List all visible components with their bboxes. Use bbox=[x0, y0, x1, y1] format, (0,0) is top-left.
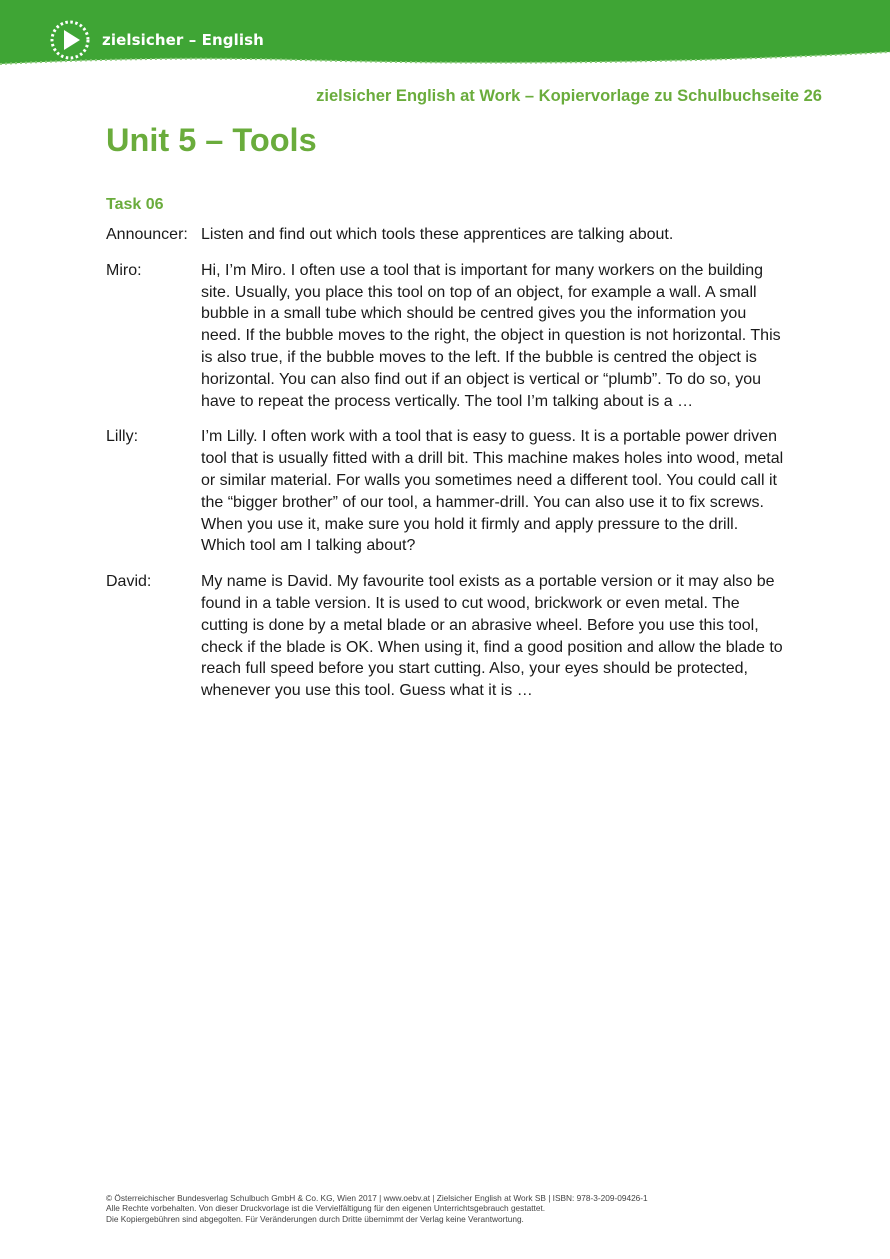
speech-text: Listen and find out which tools these apprentices are talking about. bbox=[201, 226, 674, 243]
speech-text: My name is David. My favourite tool exists as a portable version or it may also be found in a table version. It is used to cut wood, brickwork or even metal. The cutting is done by a metal blade or an abrasive wheel. Before you use this tool, check if the blade is OK. When using it, find a good position and allow the blade to reach full speed before you start cutting. Also, your eyes should be protected, whenever you use this tool. Guess what it is … bbox=[201, 573, 783, 700]
dialogue-turn-david bbox=[106, 571, 796, 702]
speaker-label: Announcer: bbox=[106, 226, 188, 243]
speech-text: Hi, I’m Miro. I often use a tool that is important for many workers on the building site. Usually, you place this tool on top of an object, for example a wall. A small bubble in a small tube which should be centred gives you the information you need. If the bubble moves to the right, the object in question is not horizontal. This is also true, if the bubble moves to the left. If the bubble is centred the object is horizontal. You can also find out if an object is vertical or “plumb”. To do so, you have to repeat the process vertically. The tool I’m talking about is a … bbox=[201, 261, 781, 410]
copyright-footer bbox=[106, 1193, 648, 1224]
page-title: Unit 5 – Tools bbox=[106, 122, 317, 158]
footer-line: Alle Rechte vorbehalten. Von dieser Druckvorlage ist die Vervielfältigung für den eigenen Unterrichtsgebrauch gestattet. bbox=[106, 1203, 546, 1214]
speaker-label: Miro: bbox=[106, 261, 142, 279]
footer-line: Die Kopiergebühren sind abgegolten. Für Veränderungen durch Dritte übernimmt der Verlag keine Verantwortung. bbox=[106, 1213, 524, 1224]
speech-text: I’m Lilly. I often work with a tool that is easy to guess. It is a portable power driven tool that is usually fitted with a drill bit. This machine makes holes into wood, metal or similar material. For walls you sometimes need a different tool. You could call it the “bigger brother” of our tool, a hammer-drill. You can also use it to fix screws. When you use it, make sure you hold it firmly and apply pressure to the drill. Which tool am I talking about? bbox=[201, 428, 784, 555]
speaker-label: David: bbox=[106, 573, 152, 591]
dialogue-turn-announcer bbox=[106, 224, 796, 246]
header-banner bbox=[0, 0, 890, 80]
dialogue-turn-lilly bbox=[106, 426, 796, 557]
header-line: zielsicher English at Work – Kopiervorlage zu Schulbuchseite 26 bbox=[316, 87, 822, 105]
brand-name: zielsicher – English bbox=[102, 31, 264, 49]
task-label: Task 06 bbox=[106, 196, 164, 213]
dialogue-turn-miro bbox=[106, 260, 796, 413]
footer-line: © Österreichischer Bundesverlag Schulbuch GmbH & Co. KG, Wien 2017 | www.oebv.at | Zielsicher English at Work SB | ISBN: 978-3-209-09426-1 bbox=[106, 1193, 648, 1203]
speaker-label: Lilly: bbox=[106, 428, 139, 446]
dialogue bbox=[106, 224, 796, 716]
